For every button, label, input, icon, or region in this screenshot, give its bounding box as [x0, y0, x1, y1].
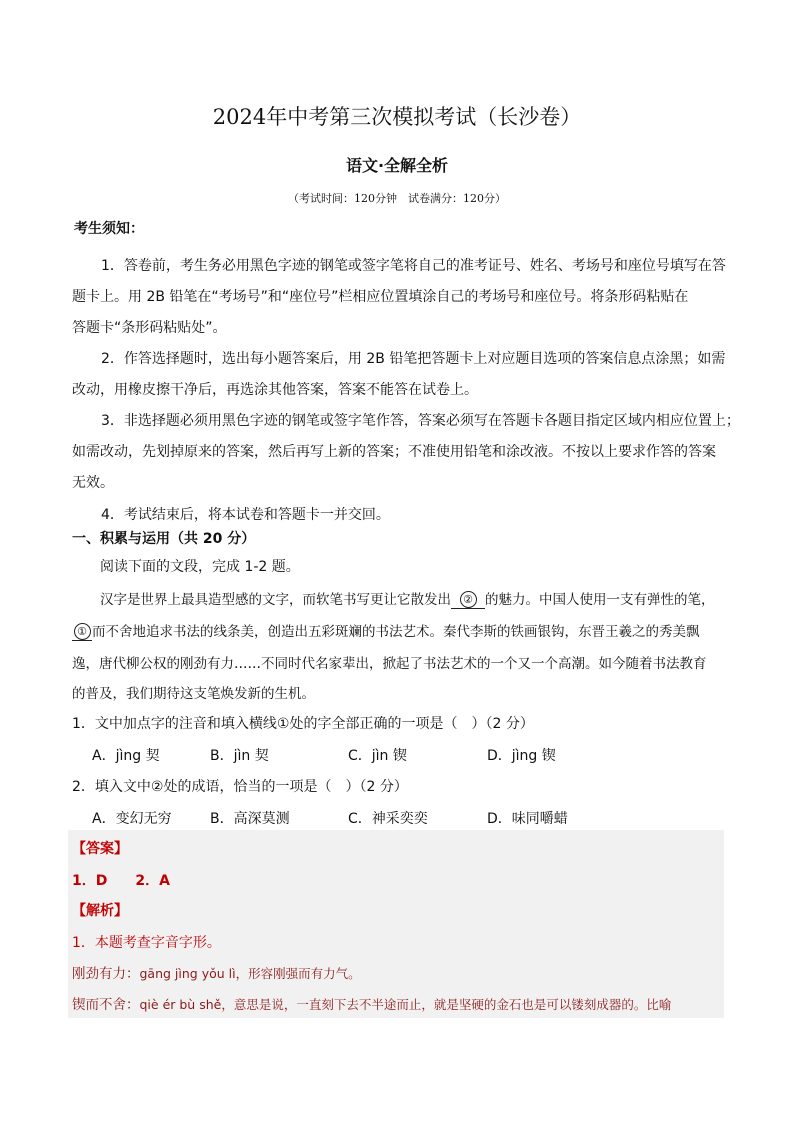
- analysis-q1-intro: 1．本题考查字音字形。: [72, 935, 221, 951]
- passage-line-4: 的普及，我们期待这支笔焕发新的生机。: [72, 686, 315, 702]
- question-2-option-a[interactable]: A．变幻无穷: [92, 811, 172, 827]
- blank-2-marker: ②: [460, 591, 477, 608]
- notice-heading: 考生须知：: [74, 221, 144, 237]
- analysis-line-1-term: 刚劲有力：: [72, 966, 140, 982]
- section-heading: 一、积累与运用（共 20 分）: [72, 531, 256, 547]
- answer-label: 【答案】: [72, 841, 128, 857]
- section-instruction: 阅读下面的文段，完成 1-2 题。: [100, 559, 300, 575]
- passage-line-2: [72, 620, 700, 641]
- analysis-line-2-text: qiè ér bù shě，意思是说，一直刻下去不半途而止，就是坚硬的金石也是可以镂刻成器的。比喻: [139, 997, 672, 1012]
- question-2-option-c[interactable]: C．神采奕奕: [348, 811, 428, 827]
- notice-item-3-line-1: 3．非选择题必须用黑色字迹的钢笔或签字笔作答，答案必须写在答题卡各题目指定区域内相应位置上；: [101, 413, 740, 429]
- blank-1: [72, 623, 92, 641]
- passage-line-1-end: 的魅力。中国人使用一支有弹性的笔，: [485, 592, 715, 608]
- question-2-stem: 2．填入文中②处的成语，恰当的一项是（ ）（2 分）: [72, 779, 408, 795]
- notice-item-3-line-3: 无效。: [72, 475, 114, 491]
- question-1-option-d[interactable]: D．jìng 锲: [487, 748, 556, 764]
- notice-item-1-line-1: 1．答卷前，考生务必用黑色字迹的钢笔或签字笔将自己的准考证号、姓名、考场号和座位号填写在答: [101, 258, 726, 274]
- passage-line-1: [100, 588, 715, 609]
- analysis-label: 【解析】: [72, 903, 128, 919]
- notice-item-1-line-2: 题卡上。用 2B 铅笔在“考场号”和“座位号”栏相应位置填涂自己的考场号和座位号。将条形码粘贴在: [72, 289, 689, 305]
- question-1-stem: 1．文中加点字的注音和填入横线①处的字全部正确的一项是（ ）（2 分）: [72, 716, 534, 732]
- blank-1-marker: ①: [74, 623, 91, 640]
- question-2-option-d[interactable]: D．味同嚼蜡: [487, 811, 568, 827]
- question-1-option-b[interactable]: B．jìn 契: [210, 748, 269, 764]
- passage-line-1-start: 汉字是世界上最具造型感的文字，而软笔书写更让它散发出: [100, 592, 451, 608]
- notice-item-2-line-1: 2．作答选择题时，选出每小题答案后，用 2B 铅笔把答题卡上对应题目选项的答案信息点涂黑；如需: [101, 351, 726, 367]
- analysis-line-2-term: 锲而不舍：: [72, 997, 140, 1013]
- passage-line-3: 逸，唐代柳公权的刚劲有力……不同时代名家辈出，掀起了书法艺术的一个又一个高潮。如今随着书法教育: [72, 656, 707, 672]
- question-1-option-c[interactable]: C．jìn 锲: [348, 748, 407, 764]
- blank-2: [451, 591, 485, 609]
- analysis-line-1-text: gāng jìng yǒu lì，形容刚强而有力气。: [139, 966, 361, 981]
- notice-item-3-line-2: 如需改动，先划掉原来的答案，然后再写上新的答案；不准使用铅笔和涂改液。不按以上要求作答的答案: [72, 444, 716, 460]
- answer-panel: [68, 830, 724, 1018]
- answer-text: 1．D 2．A: [72, 873, 170, 889]
- passage-line-2-rest: 而不舍地追求书法的线条美，创造出五彩斑斓的书法艺术。秦代李斯的铁画银钩，东晋王羲之的秀美飘: [92, 624, 700, 640]
- notice-item-1-line-3: 答题卡“条形码粘贴处”。: [72, 320, 227, 336]
- page-subtitle: 语文·全解全析: [345, 156, 449, 175]
- question-1-option-a[interactable]: A．jìng 契: [92, 748, 160, 764]
- analysis-line-1: [72, 962, 361, 982]
- exam-time-info: （考试时间：120分钟 试卷满分：120分）: [288, 192, 506, 205]
- notice-item-4: 4．考试结束后，将本试卷和答题卡一并交回。: [101, 507, 390, 523]
- notice-item-2-line-2: 改动，用橡皮擦干净后，再选涂其他答案，答案不能答在试卷上。: [72, 382, 478, 398]
- question-2-option-b[interactable]: B．高深莫测: [210, 811, 290, 827]
- page-title: 2024年中考第三次模拟考试（长沙卷）: [212, 105, 582, 129]
- analysis-line-2: [72, 993, 671, 1013]
